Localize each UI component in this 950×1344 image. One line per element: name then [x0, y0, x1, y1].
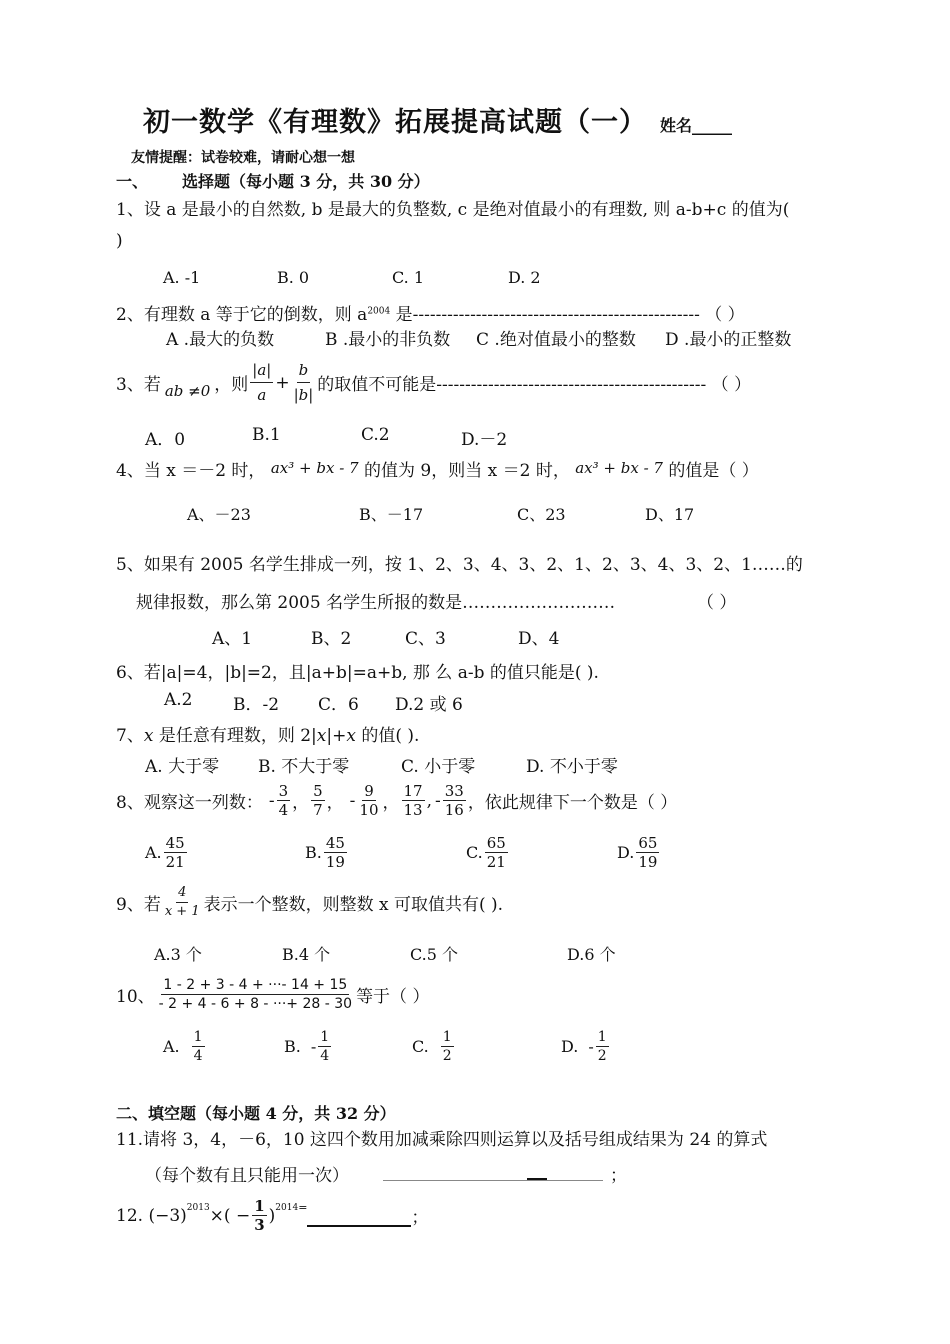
- q1-option-b: B. 0: [277, 268, 310, 287]
- q2-pre: 2、有理数 a 等于它的倒数，则 a: [116, 305, 368, 325]
- q10-post: 等于（ ）: [356, 987, 430, 1007]
- q1-text-cont: ): [116, 231, 123, 251]
- q11-answer-blank[interactable]: [383, 1180, 603, 1181]
- q12-exponent-2: 2014: [275, 1202, 299, 1213]
- q4-pre: 4、当 x ＝－2 时，: [116, 461, 266, 481]
- q8-term2: $\frac{5}{7}$: [313, 782, 323, 819]
- q6-text: 6、若|a|=4，|b|=2，且|a+b|=a+b, 那 么 a-b 的值只能是( ).: [116, 663, 599, 683]
- q12-exponent-1: 2013: [186, 1202, 210, 1213]
- q4-post: 的值是（ ）: [668, 461, 759, 481]
- q10-fraction: $\frac{1 - 2 + 3 - 4 + \cdot\cdot\cdot- 14 + 15}{- 2 + 4 - 6 + 8 - \cdot\cdot\cdot+ 28 - 30}$: [158, 977, 353, 1012]
- q8-pre: 8、观察这一列数：: [116, 793, 263, 813]
- q3-text: [116, 358, 751, 407]
- q7-option-b: B. 不大于零: [258, 757, 350, 777]
- q8-option-d: D. $\frac{65}{19}$: [617, 834, 658, 871]
- q1-text: 1、设 a 是最小的自然数, b 是最大的负整数, c 是绝对值最小的有理数, 则 a-b+c 的值为(: [116, 200, 790, 220]
- q8-term1-sign: -: [268, 790, 275, 811]
- q4-mid: 的值为 9，则当 x ＝2 时，: [363, 461, 570, 481]
- q8-term1: $\frac{3}{4}$: [278, 782, 289, 819]
- q8-term4: $\frac{17}{13}$: [403, 782, 423, 819]
- q8-option-b: B. $\frac{45}{19}$: [305, 834, 345, 871]
- q12-mid2: ): [268, 1205, 276, 1226]
- q2-option-a: A .最大的负数: [166, 330, 275, 350]
- q7-option-a: A. 大于零: [145, 757, 220, 777]
- q3-condition: ab ≠0: [164, 381, 211, 400]
- q7-var3: x: [346, 726, 356, 746]
- q7-post: 的值( ).: [355, 726, 420, 746]
- q3-option-a: A．0: [145, 430, 186, 450]
- q7-text: [116, 721, 419, 746]
- q11-line2: （每个数有且只能用一次）: [145, 1166, 349, 1186]
- q11-end: ；: [610, 1166, 627, 1186]
- q7-var2: x: [316, 726, 327, 746]
- q12-fraction: $\frac{1}{3}$: [254, 1197, 265, 1234]
- q9-fraction: $\frac{4}{x + 1}$: [164, 885, 200, 919]
- q7-option-c: C. 小于零: [401, 757, 476, 777]
- page-title: 初一数学《有理数》拓展提高试题（一）: [143, 107, 647, 138]
- q4-expression-2: ax³ + bx - 7: [575, 459, 663, 477]
- q4-option-a: A、－23: [187, 505, 251, 524]
- tip-text: 友情提醒：试卷较难，请耐心想一想: [131, 150, 355, 166]
- q5-option-b: B、2: [311, 629, 352, 649]
- q5-paren: （ ）: [697, 593, 737, 613]
- q2-option-c: C .绝对值最小的整数: [476, 330, 636, 350]
- section2-title: 二、填空题（每小题 4 分，共 32 分）: [116, 1104, 396, 1123]
- q6-option-d: D.2 或 6: [395, 695, 463, 715]
- q10-option-d: D. - $\frac{1}{2}$: [561, 1029, 607, 1064]
- q3-pre: 3、若: [116, 375, 161, 395]
- q5-line1: 5、如果有 2005 名学生排成一列，按 1、2、3、4、3、2、1、2、3、4、3、2、1……的: [116, 555, 803, 575]
- q9-option-d: D.6 个: [567, 945, 616, 964]
- q12-text: [116, 1197, 428, 1234]
- q9-option-c: C.5 个: [410, 945, 459, 964]
- q3-mid: ，则: [214, 375, 249, 395]
- section1-number: 一、: [116, 172, 149, 191]
- q1-option-a: A. -1: [163, 268, 201, 287]
- q8-option-c: C. $\frac{65}{21}$: [466, 834, 506, 871]
- q9-post: 表示一个整数，则整数 x 可取值共有( ).: [203, 895, 504, 915]
- q10-option-b: B. - $\frac{1}{4}$: [284, 1029, 330, 1064]
- section1-title: 选择题（每小题 3 分，共 30 分）: [182, 172, 430, 191]
- q4-text: [116, 456, 759, 481]
- q10-pre: 10、: [116, 987, 155, 1007]
- q8-text: 8、观察这一列数： - $\frac{3}{4}$ ， $\frac{5}{7}$ ， - $\frac{9}{10}$ ， $\frac{17}{13}$ , - $\frac{33}{16}$ ，依此规律下一个数是（ ）: [116, 782, 678, 819]
- q5-option-a: A、1: [212, 629, 253, 649]
- q12-pre: 12. (−3): [116, 1205, 187, 1226]
- q3-plus: +: [275, 372, 290, 393]
- q6-option-a: A.2: [164, 690, 193, 710]
- q9-text: [116, 884, 503, 921]
- q5-line2: 规律报数，那么第 2005 名学生所报的数是………………………: [136, 593, 616, 613]
- q7-mid: 是任意有理数，则 2|: [153, 726, 317, 746]
- q3-option-c: C.2: [361, 425, 390, 445]
- q2-text: [116, 300, 745, 325]
- q9-option-a: A.3 个: [154, 945, 202, 964]
- q1-option-c: C. 1: [392, 268, 425, 287]
- q10-option-c: C. $\frac{1}{2}$: [412, 1029, 452, 1064]
- q8-term3-sign: -: [349, 790, 356, 811]
- q10-option-a: A. $\frac{1}{4}$: [163, 1029, 203, 1064]
- q8-post: ，依此规律下一个数是（ ）: [467, 793, 678, 813]
- q12-equals: =: [298, 1201, 308, 1214]
- name-label: 姓名_____: [660, 116, 733, 135]
- q3-post: 的取值不可能是----------------------------------------------- （ ）: [317, 375, 752, 395]
- q3-option-b: B.1: [252, 425, 281, 445]
- q11-line1: 11.请将 3，4，－6，10 这四个数用加减乘除四则运算以及括号组成结果为 24 的算式: [116, 1130, 768, 1150]
- q2-option-d: D .最小的正整数: [665, 330, 792, 350]
- q3-option-d: D.－2: [461, 430, 508, 450]
- q7-var: x: [143, 726, 154, 746]
- q8-term5-sign: -: [435, 790, 441, 811]
- q1-option-d: D. 2: [508, 268, 541, 287]
- q2-post: 是-------------------------------------------------- （ ）: [390, 305, 745, 325]
- q8-option-a: A. $\frac{45}{21}$: [145, 834, 185, 871]
- q5-option-c: C、3: [405, 629, 446, 649]
- q11-blank-mark: [527, 1178, 547, 1180]
- q4-option-d: D、17: [645, 505, 695, 524]
- q4-expression-1: ax³ + bx - 7: [270, 459, 359, 477]
- q3-fraction-1: $\frac{|a|}{a}$: [250, 358, 273, 407]
- q12-mid: ×( −: [209, 1205, 251, 1226]
- q4-option-b: B、－17: [359, 505, 424, 524]
- q7-mid2: |+: [326, 726, 347, 746]
- q7-pre: 7、: [116, 726, 144, 746]
- q9-pre: 9、若: [116, 895, 161, 915]
- q2-option-b: B .最小的非负数: [325, 330, 451, 350]
- q3-fraction-2: $\frac{b}{|b|}$: [292, 358, 316, 407]
- q5-option-d: D、4: [518, 629, 560, 649]
- q8-term3: $\frac{9}{10}$: [359, 782, 379, 819]
- q9-option-b: B.4 个: [282, 945, 331, 964]
- q12-end: ；: [411, 1208, 429, 1228]
- q4-option-c: C、23: [517, 505, 566, 524]
- q6-option-b: B．-2: [233, 695, 280, 715]
- q10-text: [116, 976, 429, 1013]
- q12-answer-blank[interactable]: [307, 1205, 411, 1227]
- q6-option-c: C．6: [318, 695, 359, 715]
- q2-exponent: 2004: [367, 306, 391, 317]
- q7-option-d: D. 不小于零: [526, 757, 618, 777]
- q8-term5: $\frac{33}{16}$: [444, 782, 464, 819]
